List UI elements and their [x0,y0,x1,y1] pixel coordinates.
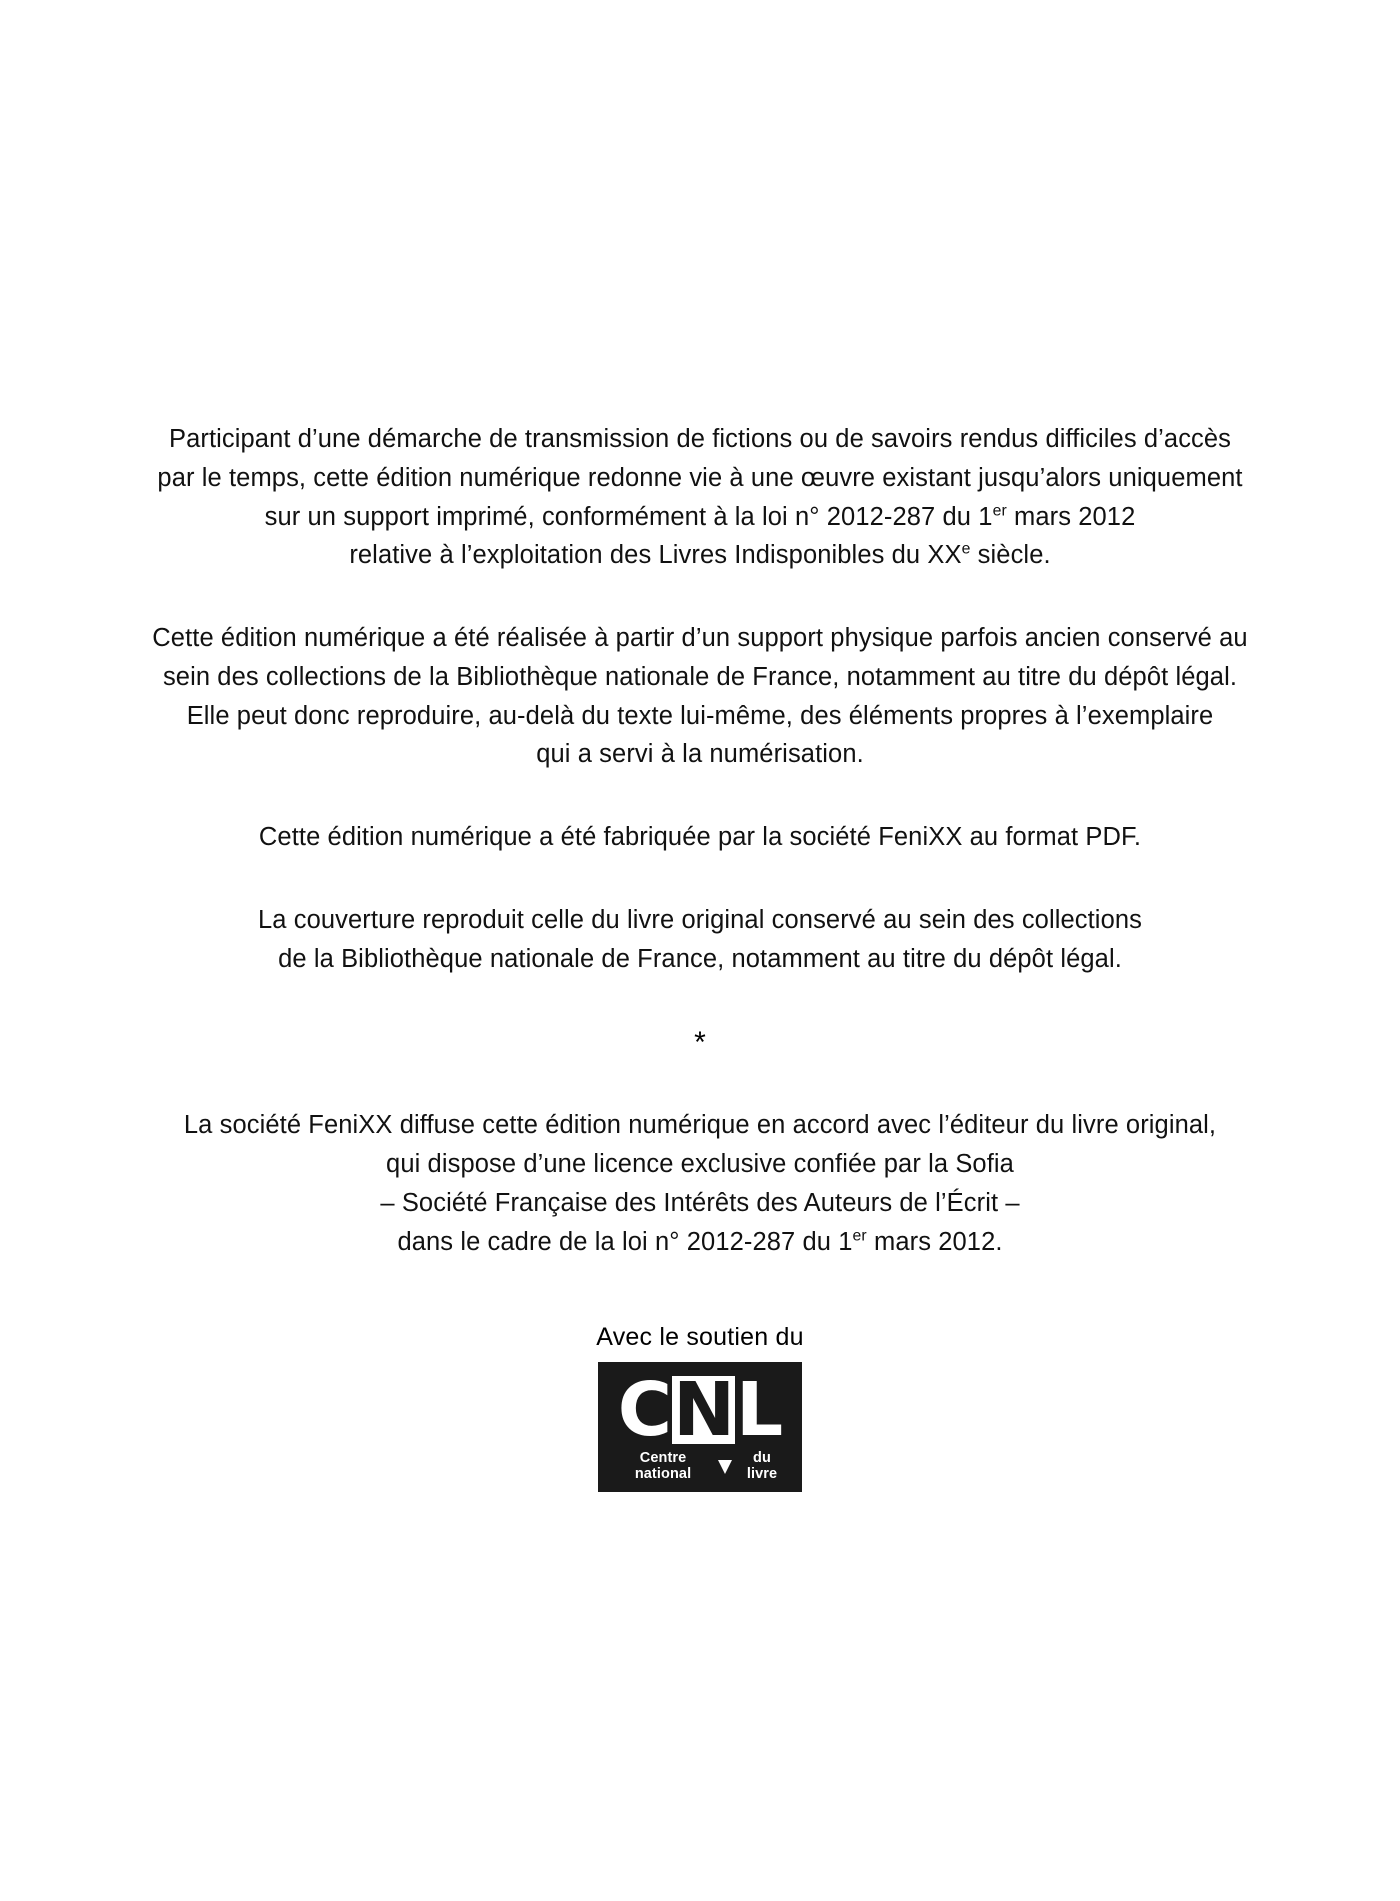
cnl-subtitle-left: Centre national [634,1450,692,1483]
cnl-letter-c: C [617,1367,672,1454]
paragraph-line: relative à l’exploitation des Livres Indisponibles du XXe siècle. [349,540,1051,570]
cnl-letter-l: L [736,1367,783,1454]
paragraph-line: La société FeniXX diffuse cette édition numérique en accord avec l’éditeur du livre original, [183,1111,1217,1140]
cnl-wordmark [614,1367,786,1454]
paragraph-line: sur un support imprimé, conformément à la loi n° 2012-287 du 1er mars 2012 [264,502,1136,531]
paragraph-support-physique [120,619,1280,774]
paragraph-line: sein des collections de la Bibliothèque nationale de France, notamment au titre du dépôt légal. [162,662,1238,691]
support-label: Avec le soutien du [596,1323,804,1352]
paragraph-diffusion [120,1106,1280,1261]
paragraph-line: Cette édition numérique a été fabriquée par la société FeniXX au format PDF. [258,823,1142,851]
cnl-tick-icon [718,1460,732,1474]
cnl-subtitle-right: du livre [746,1450,778,1483]
paragraph-line: de la Bibliothèque nationale de France, notamment au titre du dépôt légal. [278,944,1122,973]
support-block [0,1323,1400,1492]
section-separator: * [694,1026,706,1060]
cnl-logo [598,1362,802,1492]
paragraph-fabrication [120,818,1280,857]
paragraph-line: par le temps, cette édition numérique redonne vie à une œuvre existant jusqu’alors uniquement [157,463,1243,492]
paragraph-line: La couverture reproduit celle du livre original conservé au sein des collections [258,905,1142,934]
cnl-letter-n: N [673,1367,735,1454]
paragraph-line: Participant d’une démarche de transmission de fictions ou de savoirs rendus difficiles d’accès [168,425,1232,453]
legal-notice-block [0,420,1400,1492]
paragraph-line: qui dispose d’une licence exclusive confiée par la Sofia [386,1150,1014,1178]
paragraph-couverture [120,901,1280,979]
paragraph-line: qui a servi à la numérisation. [536,740,864,769]
paragraph-transmission [120,420,1280,575]
paragraph-line: dans le cadre de la loi n° 2012-287 du 1er mars 2012. [397,1227,1003,1256]
paragraph-line: – Société Française des Intérêts des Auteurs de l’Écrit – [380,1188,1020,1217]
paragraph-line: Elle peut donc reproduire, au-delà du texte lui-même, des éléments propres à l’exemplaire [186,701,1214,730]
cnl-subtitle [614,1450,786,1484]
paragraph-line: Cette édition numérique a été réalisée à partir d’un support physique parfois ancien conservé au [152,624,1248,652]
